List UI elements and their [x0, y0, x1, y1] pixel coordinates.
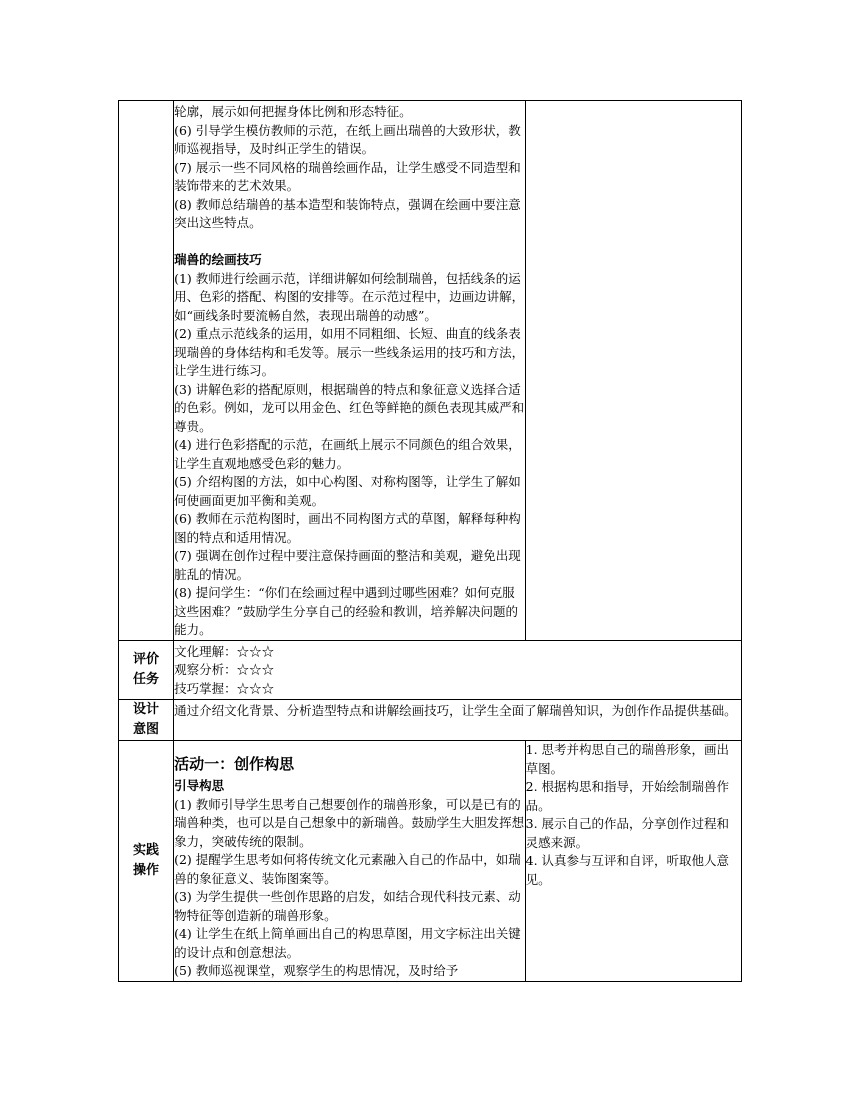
row-continued-content	[119, 101, 742, 641]
label-line: 设计	[133, 702, 160, 717]
label-line: 任务	[133, 671, 160, 687]
text-line: (8) 提问学生：“你们在绘画过程中遇到过哪些困难？如何克服这些困难？”鼓励学生分享自己的经验和教训，培养解决问题的能力。	[174, 585, 518, 637]
label-line: 评价	[133, 651, 160, 667]
text-line: (8) 教师总结瑞兽的基本造型和装饰特点，强调在绘画中要注意突出这些特点。	[174, 196, 521, 230]
evaluation-content	[174, 640, 742, 700]
content-cell	[174, 101, 526, 641]
section-title: 引导构思	[174, 778, 225, 793]
blank-line	[174, 233, 525, 252]
eval-item: 文化理解：☆☆☆	[174, 643, 275, 659]
text-line: (2) 提醒学生思考如何将传统文化元素融入自己的作品中，如瑞兽的象征意义、装饰图案等。	[174, 852, 521, 886]
label-line: 实践	[133, 842, 160, 858]
text-line: (5) 教师巡视课堂，观察学生的构思情况，及时给予	[174, 963, 459, 978]
row-evaluation	[119, 640, 742, 700]
label-line: 操作	[133, 862, 160, 878]
label-design-intent	[119, 700, 174, 741]
text-line: (7) 强调在创作过程中要注意保持画面的整洁和美观，避免出现脏乱的情况。	[174, 548, 521, 582]
text-line: (6) 引导学生模仿教师的示范，在纸上画出瑞兽的大致形状，教师巡视指导，及时纠正学生的错误。	[174, 122, 521, 156]
label-line: 意图	[133, 722, 160, 737]
text-line: 轮廓，展示如何把握身体比例和形态特征。	[174, 104, 412, 119]
eval-item: 技巧掌握：☆☆☆	[174, 680, 275, 696]
text-line: (7) 展示一些不同风格的瑞兽绘画作品，让学生感受不同造型和装饰带来的艺术效果。	[174, 159, 521, 193]
label-practice	[119, 741, 174, 982]
section-title: 瑞兽的绘画技巧	[174, 252, 262, 267]
text-line: (5) 介绍构图的方法，如中心构图、对称构图等，让学生了解如何使画面更加平衡和美观。	[174, 474, 521, 508]
student-item: 3. 展示自己的作品，分享创作过程和灵感来源。	[525, 816, 730, 850]
row-design-intent	[119, 700, 742, 741]
text-line: (3) 为学生提供一些创作思路的启发，如结合现代科技元素、动物特征等创造新的瑞兽形象。	[174, 889, 521, 923]
text-line: (3) 讲解色彩的搭配原则，根据瑞兽的特点和象征意义选择合适的色彩。例如，龙可以用金色、红色等鲜艳的颜色表现其威严和尊贵。	[174, 381, 525, 434]
student-item: 4. 认真参与互评和自评，听取他人意见。	[525, 853, 730, 887]
practice-content	[174, 741, 526, 982]
activity-title: 活动一：创作构思	[174, 755, 295, 773]
text-line: (4) 进行色彩搭配的示范，在画纸上展示不同颜色的组合效果，让学生直观地感受色彩的魅力。	[174, 437, 521, 471]
text-line: (4) 让学生在纸上简单画出自己的构思草图，用文字标注出关键的设计点和创意想法。	[174, 926, 521, 960]
text-line: (2) 重点示范线条的运用，如用不同粗细、长短、曲直的线条表现瑞兽的身体结构和毛发等。展示一些线条运用的技巧和方法，让学生进行练习。	[174, 326, 525, 378]
text-line: 通过介绍文化背景、分析造型特点和讲解绘画技巧，让学生全面了解瑞兽知识，为创作作品提供基础。	[174, 703, 737, 718]
student-item: 2. 根据构思和指导，开始绘制瑞兽作品。	[525, 779, 730, 813]
label-cell-empty	[119, 101, 174, 641]
text-line: (1) 教师引导学生思考自己想要创作的瑞兽形象，可以是已有的瑞兽种类，也可以是自己想象中的新瑞兽。鼓励学生大胆发挥想象力，突破传统的限制。	[174, 796, 525, 849]
row-practice	[119, 741, 742, 982]
text-line: (1) 教师进行绘画示范，详细讲解如何绘制瑞兽，包括线条的运用、色彩的搭配、构图的安排等。在示范过程中，边画边讲解，如“画线条时要流畅自然，表现出瑞兽的动感”。	[174, 270, 525, 323]
student-activities	[525, 741, 741, 982]
text-line: (6) 教师在示范构图时，画出不同构图方式的草图，解释每种构图的特点和适用情况。	[174, 511, 521, 545]
label-evaluation	[119, 640, 174, 700]
lesson-plan-table	[118, 100, 742, 982]
design-intent-text	[174, 700, 742, 741]
side-cell-empty	[525, 101, 741, 641]
eval-item: 观察分析：☆☆☆	[174, 662, 275, 677]
student-item: 1. 思考并构思自己的瑞兽形象，画出草图。	[525, 742, 730, 776]
